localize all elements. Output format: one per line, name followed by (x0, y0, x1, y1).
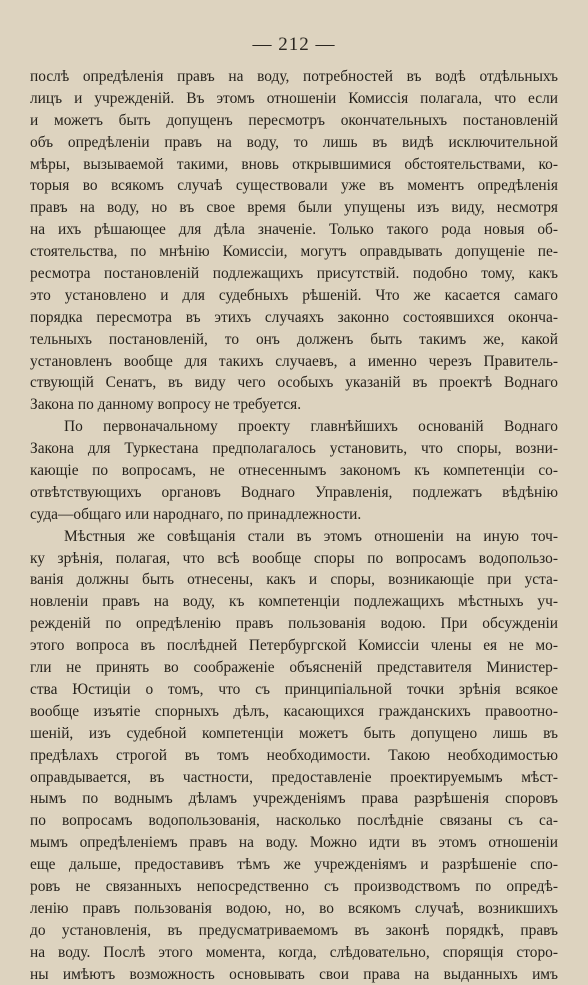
text-line: шеній, изъ судебной компетенціи можетъ быть допущено лишь въ (30, 724, 558, 742)
text-line: ку зрѣнія, полагая, что всѣ вообще споры по вопросамъ водопользо- (30, 549, 558, 567)
text-line: По первоначальному проекту главнѣйшихъ основаній Воднаго (64, 418, 558, 436)
text-line: кающіе по вопросамъ, не отнесеннымъ закономъ къ компетенціи со- (30, 462, 558, 480)
text-line: ровъ не связанныхъ непосредственно съ производствомъ по опредѣ- (30, 877, 558, 895)
text-line: вообще изъятіе спорныхъ дѣлъ, касающихся гражданскихъ правоотно- (30, 702, 558, 720)
text-line: на ихъ рѣшающее для дѣла значеніе. Только такого рода новыя об- (30, 221, 558, 239)
text-line: гли не принять во соображеніе объясненій представителя Министер- (30, 659, 558, 677)
text-line: ванія должны быть отнесены, какъ и споры, возникающіе при уста- (30, 571, 558, 589)
text-line: порядка пересмотра въ этихъ случаяхъ законно состоявшихся оконча- (30, 308, 558, 326)
text-line: оправдывается, въ частности, предоставленіе проектируемымъ мѣст- (30, 768, 558, 786)
text-line: предѣлахъ строгой въ томъ необходимости. Такою необходимостью (30, 746, 558, 764)
text-line: мѣры, вызываемой такими, вновь открывшимися обстоятельствами, ко- (30, 155, 558, 173)
page-number: — 212 — (252, 34, 336, 55)
text-line: новленіи правъ на воду, къ компетенціи подлежащихъ мѣстныхъ уч- (30, 593, 558, 611)
text-line: по вопросамъ водопользованія, насколько послѣдніе связаны съ са- (30, 812, 558, 830)
text-line: ства Юстиціи о томъ, что съ принципіальной точки зрѣнія всякое (30, 680, 558, 698)
text-line: режденій по опредѣленію правъ пользованія водою. При обсужденіи (30, 615, 558, 633)
paragraph-3 (30, 526, 558, 985)
text-line: нымъ по воднымъ дѣламъ учрежденіямъ права разрѣшенія споровъ (30, 790, 558, 808)
text-line: и можетъ быть допущенъ пересмотръ окончательныхъ постановленій (30, 111, 558, 129)
text-line: этого вопроса въ послѣдней Петербургской Комиссіи члены ея не мо- (30, 637, 558, 655)
text-line: торыя во всякомъ случаѣ существовали уже въ моментъ опредѣленія (30, 177, 558, 195)
text-line: суда—общаго или народнаго, по принадлежности. (30, 505, 362, 523)
paragraph-2 (30, 416, 558, 525)
text-line: Закона для Туркестана предполагалось установить, что споры, возни- (30, 440, 558, 458)
text-line: это установлено и для судебныхъ рѣшеній. Что же касается самаго (30, 286, 558, 304)
text-line: на воду. Послѣ этого момента, когда, слѣдовательно, спорящія сторо- (30, 943, 558, 961)
text-line: стоятельства, по мнѣнію Комиссіи, могутъ оправдывать допущеніе пе- (30, 243, 558, 261)
text-line: тельныхъ постановленій, то онъ долженъ быть такимъ же, какой (30, 330, 558, 348)
text-line: до установленія, въ предусматриваемомъ въ законѣ порядкѣ, правъ (30, 921, 558, 939)
text-line: ны имѣютъ возможность основывать свои права на выданныхъ имъ (30, 965, 558, 983)
text-line: ресмотра постановленій подлежащихъ присутствій. подобно тому, какъ (30, 265, 558, 283)
text-line: объ опредѣленіи правъ на воду, то лишь въ видѣ исключительной (30, 133, 558, 151)
text-line: ленію правъ пользованія водою, но, во всякомъ случаѣ, возникшихъ (30, 899, 558, 917)
text-line: правъ на воду, но въ свое время были упущены изъ виду, несмотря (30, 199, 558, 217)
text-line: ствующій Сенатъ, въ виду чего особыхъ указаній въ проектѣ Воднаго (30, 374, 558, 392)
page-body (30, 66, 558, 985)
paragraph-1 (30, 66, 558, 416)
text-line: установленъ вообще для такихъ случаевъ, а именно черезъ Правитель- (30, 352, 558, 370)
text-line: Мѣстныя же совѣщанія стали въ этомъ отношеніи на иную точ- (64, 527, 558, 545)
text-line: отвѣтствующихъ органовъ Воднаго Управленія, подлежатъ вѣдѣнію (30, 483, 558, 501)
text-line: Закона по данному вопросу не требуется. (30, 396, 302, 414)
text-line: еще дальше, предоставивъ тѣмъ же учрежденіямъ и разрѣшеніе спо- (30, 856, 558, 874)
text-line: лицъ и учрежденій. Въ этомъ отношеніи Комиссія полагала, что если (30, 89, 558, 107)
text-line: послѣ опредѣленія правъ на воду, потребностей въ водѣ отдѣльныхъ (30, 68, 558, 85)
text-line: мымъ опредѣленіемъ правъ на воду. Можно идти въ этомъ отношеніи (30, 834, 558, 852)
